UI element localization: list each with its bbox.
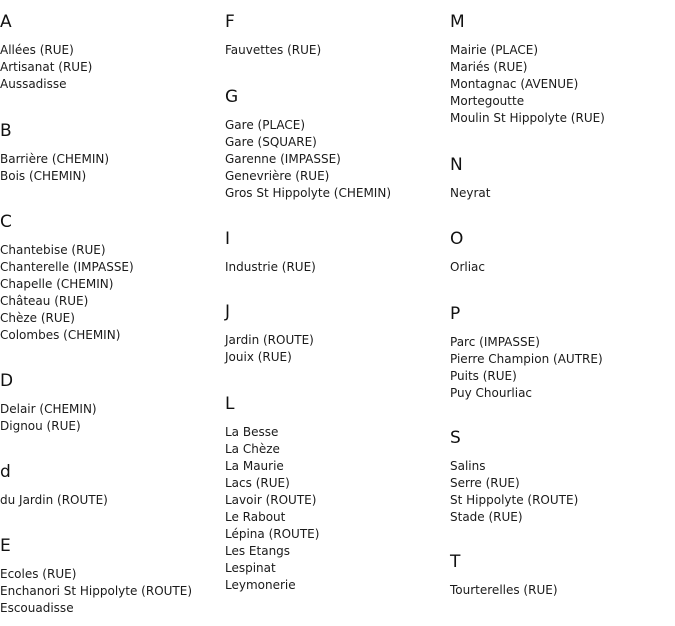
street-name: Aussadisse — [0, 77, 67, 91]
street-name: Jouix (RUE) — [225, 350, 292, 364]
street-name: Gare (SQUARE) — [225, 135, 317, 149]
street-name: Orliac — [450, 260, 485, 274]
street-name: Delair (CHEMIN) — [0, 402, 97, 416]
street-name: Mairie (PLACE) — [450, 43, 539, 57]
street-name: Moulin St Hippolyte (RUE) — [450, 111, 605, 125]
street-name: Fauvettes (RUE) — [225, 43, 322, 57]
street-name: du Jardin (ROUTE) — [0, 493, 108, 507]
street-list — [225, 42, 321, 59]
street-name: Bois (CHEMIN) — [0, 169, 87, 183]
street-name: Barrière (CHEMIN) — [0, 152, 110, 166]
street-name: Allées (RUE) — [0, 43, 74, 57]
street-list — [450, 185, 490, 202]
street-name: Pierre Champion (AUTRE) — [450, 352, 603, 366]
street-name: Escouadisse — [0, 601, 74, 615]
street-list — [0, 42, 92, 93]
section-letter-heading: M — [450, 12, 465, 32]
street-name: Industrie (RUE) — [225, 260, 316, 274]
street-name: Jardin (ROUTE) — [225, 333, 314, 347]
street-name: St Hippolyte (ROUTE) — [450, 493, 579, 507]
street-list — [450, 259, 485, 276]
street-list — [225, 117, 391, 202]
section-letter-heading: F — [225, 12, 235, 32]
section-letter-heading: C — [0, 212, 12, 232]
street-name: Château (RUE) — [0, 294, 89, 308]
street-name: Montagnac (AVENUE) — [450, 77, 579, 91]
section-letter-heading: N — [450, 155, 463, 175]
street-list — [225, 332, 314, 366]
section-letter-heading: G — [225, 87, 239, 107]
street-name: Artisanat (RUE) — [0, 60, 93, 74]
section-letter-heading: A — [0, 12, 12, 32]
street-name: Chèze (RUE) — [0, 311, 75, 325]
street-name: Les Etangs — [225, 544, 291, 558]
street-list — [450, 334, 603, 402]
street-name: Ecoles (RUE) — [0, 567, 77, 581]
section-letter-heading: I — [225, 229, 231, 249]
street-name: Gare (PLACE) — [225, 118, 306, 132]
street-list — [225, 424, 319, 594]
section-letter-heading: d — [0, 462, 11, 482]
street-name: Dignou (RUE) — [0, 419, 81, 433]
street-list — [0, 401, 97, 435]
street-name: La Chèze — [225, 442, 280, 456]
street-name: Enchanori St Hippolyte (ROUTE) — [0, 584, 193, 598]
section-letter-heading: B — [0, 121, 12, 141]
street-name: Puy Chourliac — [450, 386, 533, 400]
street-name: Chapelle (CHEMIN) — [0, 277, 114, 291]
street-list — [225, 259, 316, 276]
street-name: Tourterelles (RUE) — [450, 583, 558, 597]
street-name: Lespinat — [225, 561, 276, 575]
street-name: Lépina (ROUTE) — [225, 527, 320, 541]
section-letter-heading: O — [450, 229, 464, 249]
street-list — [450, 42, 605, 127]
street-name: Lavoir (ROUTE) — [225, 493, 317, 507]
street-name: Chantebise (RUE) — [0, 243, 106, 257]
street-name: Puits (RUE) — [450, 369, 517, 383]
section-letter-heading: T — [450, 552, 461, 572]
street-list — [0, 151, 109, 185]
street-name: La Besse — [225, 425, 279, 439]
street-name: Leymonerie — [225, 578, 296, 592]
section-letter-heading: E — [0, 536, 11, 556]
street-name: Salins — [450, 459, 486, 473]
street-list — [0, 492, 108, 509]
street-name: Lacs (RUE) — [225, 476, 290, 490]
street-name: Le Rabout — [225, 510, 286, 524]
street-name: Serre (RUE) — [450, 476, 520, 490]
street-list — [0, 566, 192, 617]
section-letter-heading: L — [225, 394, 235, 414]
street-name: Chanterelle (IMPASSE) — [0, 260, 134, 274]
street-name: Neyrat — [450, 186, 491, 200]
street-name: Stade (RUE) — [450, 510, 523, 524]
street-name: Garenne (IMPASSE) — [225, 152, 341, 166]
street-name: La Maurie — [225, 459, 284, 473]
section-letter-heading: P — [450, 304, 461, 324]
street-list — [450, 582, 558, 599]
section-letter-heading: S — [450, 428, 461, 448]
section-letter-heading: D — [0, 371, 14, 391]
street-name: Colombes (CHEMIN) — [0, 328, 121, 342]
street-name: Genevrière (RUE) — [225, 169, 330, 183]
street-name: Parc (IMPASSE) — [450, 335, 540, 349]
street-name: Mariés (RUE) — [450, 60, 528, 74]
street-list — [0, 242, 134, 344]
street-name: Mortegoutte — [450, 94, 525, 108]
street-name: Gros St Hippolyte (CHEMIN) — [225, 186, 392, 200]
street-list — [450, 458, 578, 526]
section-letter-heading: J — [225, 302, 231, 322]
